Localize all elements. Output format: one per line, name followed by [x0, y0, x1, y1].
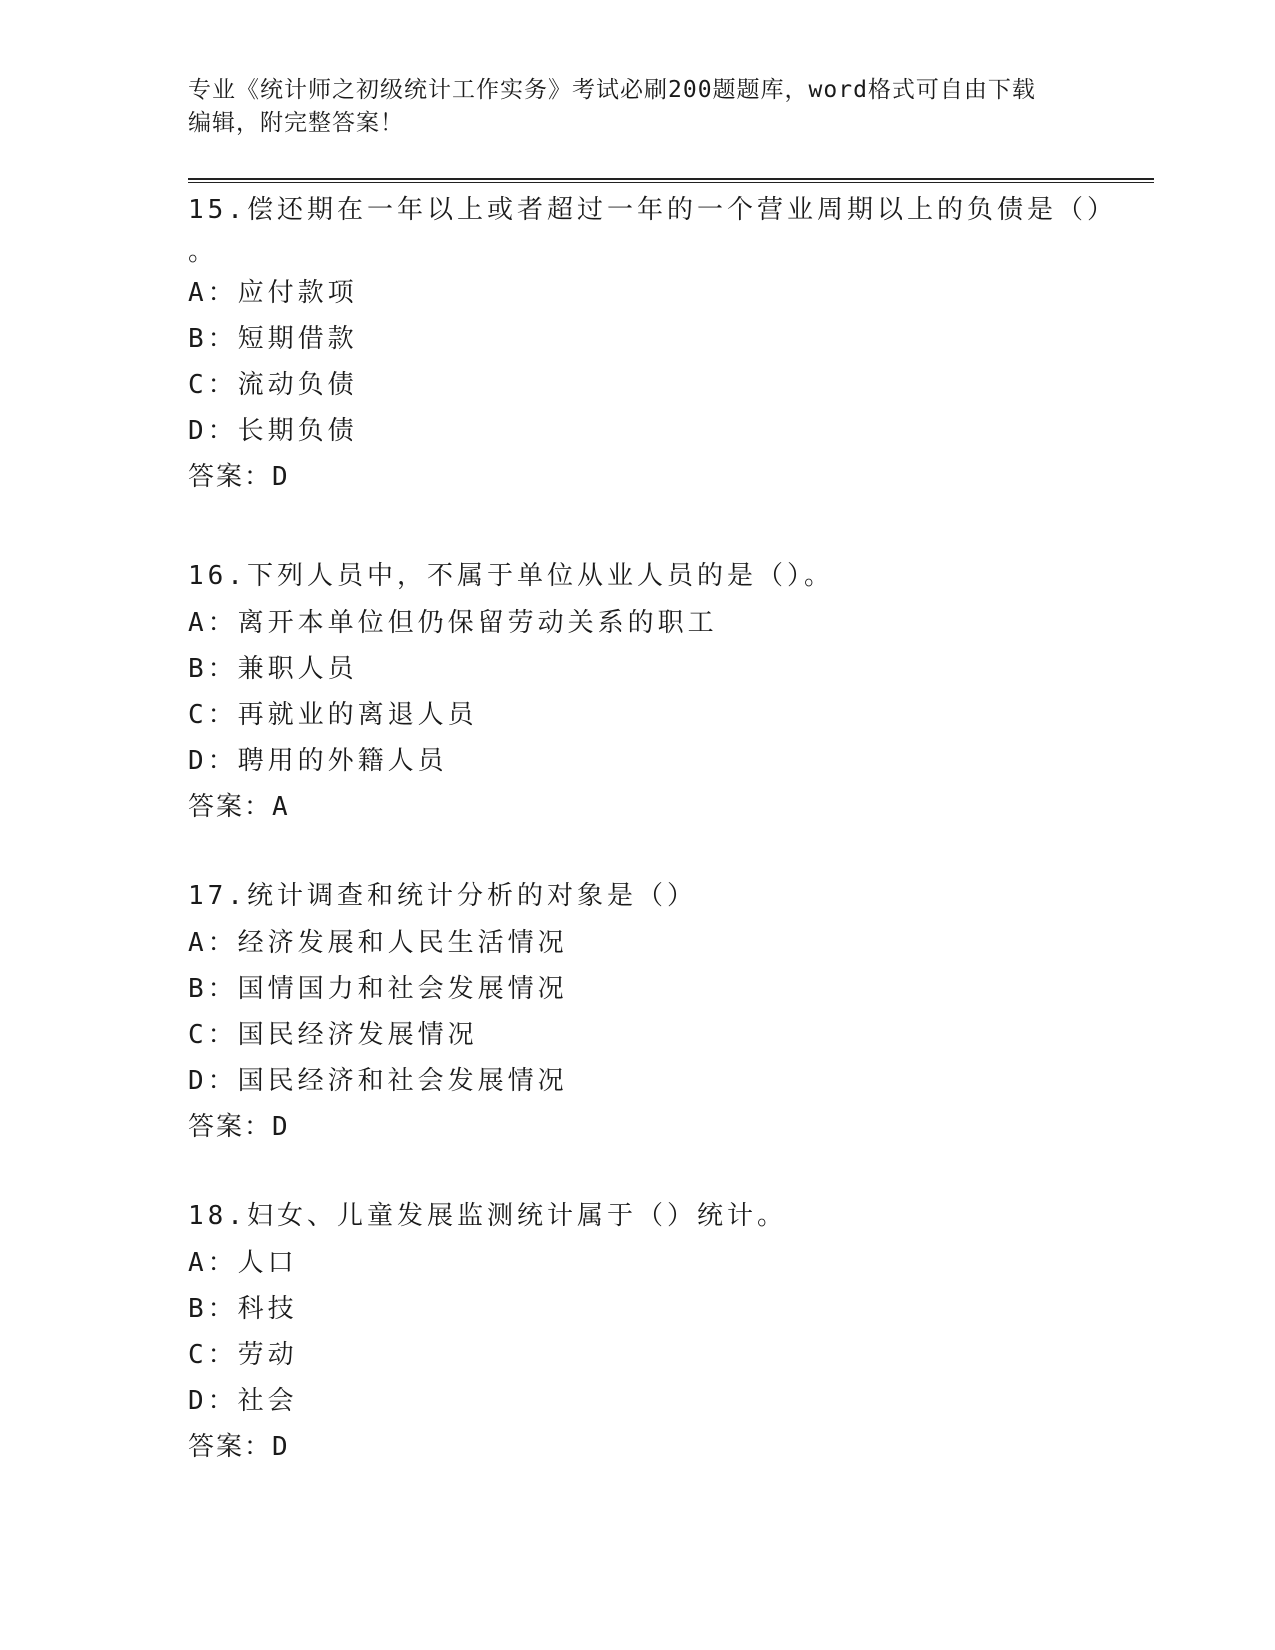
- question-stem: 15.偿还期在一年以上或者超过一年的一个营业周期以上的负债是（）: [188, 195, 1117, 225]
- question-stem-continuation: 。: [188, 237, 219, 267]
- option-c: C：再就业的离退人员: [188, 700, 478, 730]
- document-header: [188, 74, 1088, 140]
- option-d: D：长期负债: [188, 416, 358, 446]
- header-line-1: 专业《统计师之初级统计工作实务》考试必刷200题题库，word格式可自由下载: [188, 77, 1036, 103]
- question-18: [188, 1192, 1154, 1470]
- answer: 答案：A: [188, 792, 290, 822]
- option-a: A：经济发展和人民生活情况: [188, 928, 568, 958]
- option-c: C：流动负债: [188, 370, 358, 400]
- answer: 答案：D: [188, 1432, 290, 1462]
- answer: 答案：D: [188, 462, 290, 492]
- question-stem: 17.统计调查和统计分析的对象是（）: [188, 881, 697, 911]
- option-b: B：科技: [188, 1294, 298, 1324]
- option-b: B：短期借款: [188, 324, 358, 354]
- option-d: D：国民经济和社会发展情况: [188, 1066, 568, 1096]
- question-stem: 16.下列人员中，不属于单位从业人员的是（）。: [188, 561, 834, 591]
- header-line-2: 编辑，附完整答案！: [188, 110, 404, 136]
- option-d: D：聘用的外籍人员: [188, 746, 448, 776]
- option-b: B：国情国力和社会发展情况: [188, 974, 568, 1004]
- answer: 答案：D: [188, 1112, 290, 1142]
- option-a: A：人口: [188, 1248, 298, 1278]
- question-stem: 18.妇女、儿童发展监测统计属于（）统计。: [188, 1201, 787, 1231]
- option-a: A：应付款项: [188, 278, 358, 308]
- option-b: B：兼职人员: [188, 654, 358, 684]
- option-c: C：国民经济发展情况: [188, 1020, 478, 1050]
- header-divider: [188, 178, 1154, 183]
- option-c: C：劳动: [188, 1340, 298, 1370]
- option-a: A：离开本单位但仍保留劳动关系的职工: [188, 608, 718, 638]
- question-17: [188, 872, 1154, 1150]
- option-d: D：社会: [188, 1386, 298, 1416]
- question-16: [188, 552, 1154, 830]
- question-15: [188, 186, 1154, 500]
